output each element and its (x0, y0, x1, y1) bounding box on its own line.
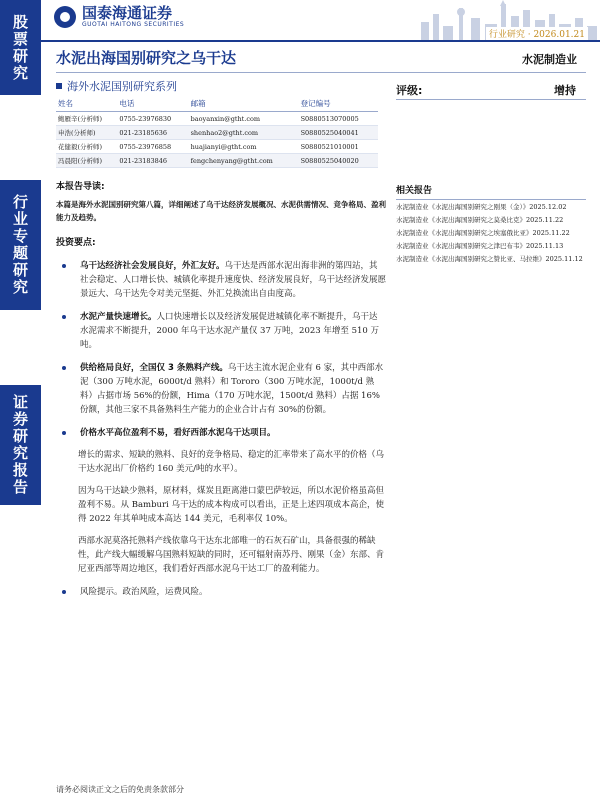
analyst-phone: 021-23185636 (117, 126, 188, 140)
analyst-reg-no: S0880513070005 (299, 112, 378, 126)
col-email: 邮箱 (189, 96, 299, 112)
disclaimer-footer: 请务必阅读正文之后的免责条款部分 (56, 785, 184, 794)
related-report-item[interactable]: 水泥制造业《水泥出海国别研究之津巴布韦》2025.11.13 (396, 242, 564, 250)
side-label-industry-research: 行业专题研究 (0, 180, 41, 310)
bullet-dot-icon (62, 431, 66, 435)
report-type-date: 行业研究 · 2026.01.21 (486, 27, 588, 40)
analyst-phone: 021-23183846 (117, 154, 188, 168)
col-reg-no: 登记编号 (299, 96, 378, 112)
series-text: 海外水泥国别研究系列 (67, 80, 177, 93)
analyst-phone: 0755-23976858 (117, 140, 188, 154)
key-point-title: 价格水平高位盈利不易，看好西部水泥乌干达项目。 (80, 428, 276, 438)
col-phone: 电话 (117, 96, 188, 112)
analyst-name: 花健毅(分析师) (56, 140, 117, 154)
key-points-heading: 投资要点: (56, 238, 96, 248)
table-row (56, 112, 378, 126)
related-reports-title: 相关报告 (396, 183, 586, 200)
related-reports (396, 183, 586, 265)
bullet-dot-icon (62, 590, 66, 594)
col-name: 姓名 (56, 96, 117, 112)
key-point-text: 乌干达主流水泥企业有 6 家，其中西部水泥（300 万吨水泥，6000t/d 熟料）和 Tororo（300 万吨水泥，1000t/d 熟料）占据市场 56%的份额，Hima（170 万吨水泥，1500t/d 熟料）占据 16%份额，其他三家不具备熟料生产能力的企业合计占有 30%的份额。 (80, 363, 384, 415)
price-paragraph-3: 西部水泥莫洛托熟料产线依靠乌干达东北部唯一的石灰石矿山，具备很强的稀缺性，此产线大幅缓解乌国熟料短缺的同时，还可辐射南苏丹、刚果（金）东部、肯尼亚西部等周边地区，我们看好西部水泥乌干达工厂的盈利能力。 (78, 536, 385, 574)
sector-label: 水泥制造业 (522, 53, 577, 66)
key-point-title: 供给格局良好，全国仅 3 条熟料产线。 (80, 363, 228, 373)
page-title: 水泥出海国别研究之乌干达 (56, 49, 237, 67)
table-row (56, 140, 378, 154)
logo-mark-icon (54, 6, 76, 28)
bullet-dot-icon (62, 315, 66, 319)
analyst-phone: 0755-23976830 (117, 112, 188, 126)
square-bullet-icon (56, 83, 62, 89)
bullet-dot-icon (62, 366, 66, 370)
table-row (56, 154, 378, 168)
guide-heading: 本报告导读: (56, 182, 105, 192)
main-content (56, 180, 386, 599)
key-point-economy (56, 259, 386, 301)
key-point-text: 乌干达是西部水泥出海非洲的第四站，其社会稳定、人口增长快、城镇化率提升速度快、经济发展良好，乌干达经济发展愿景远大、乌干达先令对美元坚挺、外汇兑换流出自由度高。 (80, 261, 387, 299)
analyst-name: 冯晨阳(分析师) (56, 154, 117, 168)
analyst-email[interactable]: fengchenyang@gtht.com (189, 154, 299, 168)
analyst-reg-no: S0880521010001 (299, 140, 378, 154)
header-rule (41, 40, 600, 42)
rating-label: 评级: (396, 84, 423, 97)
rating-box (396, 80, 586, 100)
analyst-reg-no: S0880525040041 (299, 126, 378, 140)
key-point-supply (56, 361, 386, 417)
key-point-output (56, 310, 386, 352)
key-point-risk (56, 585, 386, 599)
analyst-email[interactable]: huajianyi@gtht.com (189, 140, 299, 154)
analyst-table (56, 96, 378, 168)
analyst-name: 鲍雁辛(分析师) (56, 112, 117, 126)
table-header-row (56, 96, 378, 112)
related-report-item[interactable]: 水泥制造业《水泥出海国别研究之刚果（金）》2025.12.02 (396, 203, 567, 211)
side-band (0, 0, 41, 800)
price-paragraph-1: 增长的需求、短缺的熟料、良好的竞争格局、稳定的汇率带来了高水平的价格（乌干达水泥出厂价格约 160 美元/吨的水平）。 (78, 450, 385, 474)
series-label (56, 78, 177, 94)
company-logo (54, 5, 184, 29)
price-paragraph-2: 因为乌干达缺少熟料，原材料，煤炭且距离港口蒙巴萨较远，所以水泥价格虽高但盈利不易。从 Bamburi 乌干达的成本构成可以看出，正是上述四项成本高企，使得 2022 年其单吨成本高达 144 美元，毛利率仅 10%。 (78, 486, 385, 524)
guide-text: 本篇是海外水泥国别研究第八篇，详细阐述了乌干达经济发展概况、水泥供需情况、竞争格局、盈利能力及趋势。 (56, 200, 386, 222)
analyst-email[interactable]: shenhao2@gtht.com (189, 126, 299, 140)
key-point-title: 乌干达经济社会发展良好，外汇友好。 (80, 261, 225, 271)
key-point-text: 风险提示。政治风险，运费风险。 (80, 587, 208, 597)
page-header (41, 0, 600, 42)
key-point-price (56, 426, 386, 440)
side-label-securities-report: 证券研究报告 (0, 385, 41, 505)
related-report-item[interactable]: 水泥制造业《水泥出海国别研究之埃塞俄比亚》2025.11.22 (396, 229, 570, 237)
analyst-name: 申浩(分析师) (56, 126, 117, 140)
logo-name-cn: 国泰海通证券 (82, 4, 173, 22)
key-point-title: 水泥产量快速增长。 (80, 312, 157, 322)
rating-value: 增持 (554, 84, 576, 97)
analyst-email[interactable]: baoyanxin@gtht.com (189, 112, 299, 126)
key-point-text: 人口快速增长以及经济发展促进城镇化率不断提升，乌干达水泥需求不断提升，2000 年乌干达水泥产量仅 37 万吨，2023 年增至 510 万吨。 (80, 312, 380, 350)
table-row (56, 126, 378, 140)
related-report-item[interactable]: 水泥制造业《水泥出海国别研究之赞比亚、马拉维》2025.11.12 (396, 255, 583, 263)
analyst-reg-no: S0880525040020 (299, 154, 378, 168)
side-label-stock-research: 股票研究 (0, 0, 41, 95)
related-report-item[interactable]: 水泥制造业《水泥出海国别研究之莫桑比克》2025.11.22 (396, 216, 564, 224)
logo-name-en: GUOTAI HAITONG SECURITIES (82, 21, 185, 28)
bullet-dot-icon (62, 264, 66, 268)
title-rule (56, 72, 586, 73)
